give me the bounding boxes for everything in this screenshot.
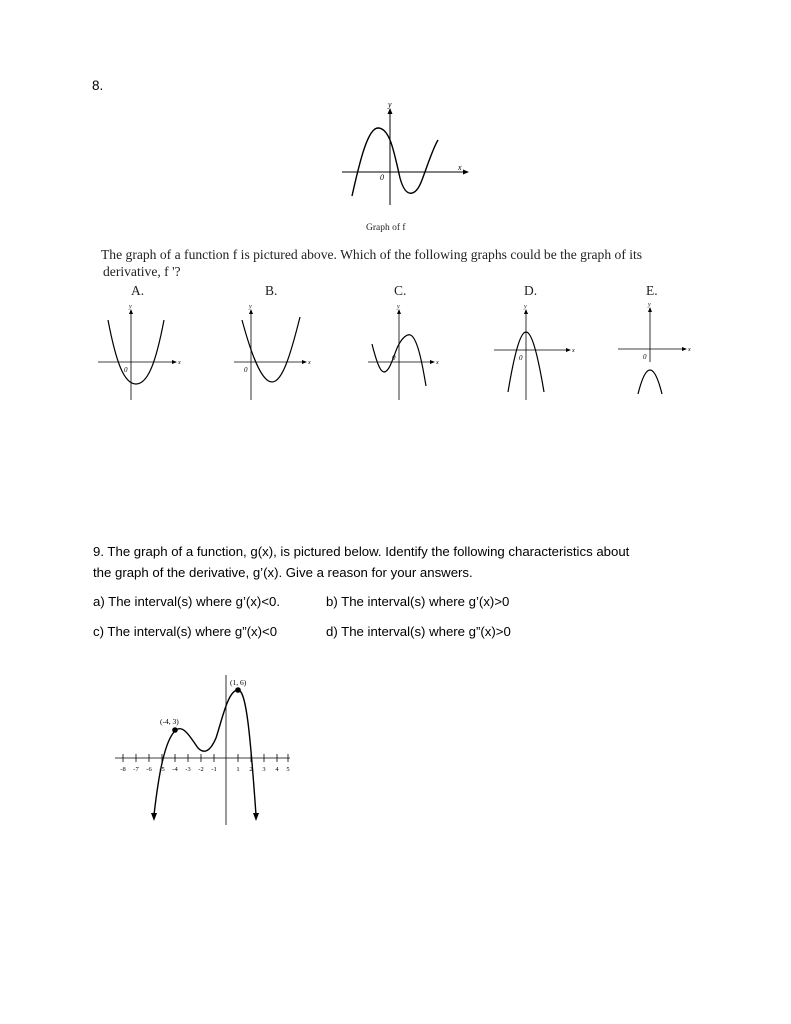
x-tick-label: -7 [133,766,139,773]
x-tick-label: -3 [185,766,191,773]
choice-a-graph [94,302,184,402]
choice-b-label: B. [265,283,278,298]
origin-label: 0 [380,173,384,182]
svg-text:y: y [129,304,132,310]
curve-left-arrow-icon [151,813,157,821]
svg-text:0: 0 [519,354,523,362]
x-tick-label: 5 [286,766,290,773]
svg-text:x: x [688,347,691,353]
x-axis-label: x [458,163,462,172]
curve-right-arrow-icon [253,813,259,821]
question-8-text [101,246,711,280]
x-axis-tick-labels [120,766,289,773]
x-tick-label: 2 [249,766,253,773]
local-max-point-2 [235,687,241,693]
question-8-line-2: derivative, f '? [103,264,181,279]
x-tick-label: 4 [275,766,279,773]
question-9-line-1: 9. The graph of a function, g(x), is pictured below. Identify the following characteristics about [93,544,630,559]
x-tick-label: -6 [146,766,152,773]
choice-b-graph [230,302,315,402]
svg-text:y: y [397,304,400,310]
graph-caption: Graph of f [366,223,406,233]
choice-e-graph [614,302,699,402]
x-tick-label: -5 [159,766,165,773]
x-axis-arrow-icon [566,348,571,352]
function-f-curve [352,128,438,196]
x-axis-arrow-icon [302,360,307,364]
choice-d-graph [490,302,580,402]
part-b: b) The interval(s) where g’(x)>0 [326,594,510,609]
svg-text:x: x [308,360,311,366]
choice-a-curve [108,320,164,384]
svg-text:y: y [648,302,651,308]
svg-text:y: y [524,304,527,310]
x-axis-arrow-icon [430,360,435,364]
x-axis-arrow-icon [682,347,687,351]
svg-text:0: 0 [124,366,128,374]
choice-a-label: A. [131,283,145,298]
graph-of-g [110,670,300,830]
svg-text:y: y [249,304,252,310]
question-9-text [93,542,713,583]
svg-text:x: x [178,360,181,366]
part-d: d) The interval(s) where g”(x)>0 [326,624,511,639]
part-a: a) The interval(s) where g’(x)<0. [93,594,281,609]
x-tick-label: 1 [236,766,240,773]
point-label-2: (1, 6) [230,678,247,687]
question-8-line-1: The graph of a function f is pictured above. Which of the following graphs could be the graph of its [101,247,643,262]
x-axis-arrow-icon [172,360,177,364]
svg-text:x: x [572,348,575,354]
local-max-point-1 [172,727,178,733]
svg-text:0: 0 [643,353,647,361]
x-tick-label: -4 [172,766,178,773]
x-tick-label: -2 [198,766,204,773]
graph-of-f [330,100,480,210]
question-8-number: 8. [92,78,104,93]
choice-c-label: C. [394,283,407,298]
svg-text:x: x [436,360,439,366]
x-axis-arrow-icon [463,170,469,175]
choice-c-graph [362,302,442,402]
choice-e-curve [638,370,662,394]
choice-e-label: E. [646,283,658,298]
point-label-1: (-4, 3) [160,717,179,726]
y-axis-label: y [388,100,392,109]
x-tick-label: -8 [120,766,126,773]
question-9-line-2: the graph of the derivative, g’(x). Give a reason for your answers. [93,564,473,580]
part-c: c) The interval(s) where g”(x)<0 [93,624,278,639]
function-g-curve [154,690,256,815]
svg-text:0: 0 [244,366,248,374]
svg-text:0: 0 [392,354,396,362]
x-tick-label: 3 [262,766,266,773]
choice-d-label: D. [524,283,538,298]
x-tick-label: -1 [211,766,217,773]
